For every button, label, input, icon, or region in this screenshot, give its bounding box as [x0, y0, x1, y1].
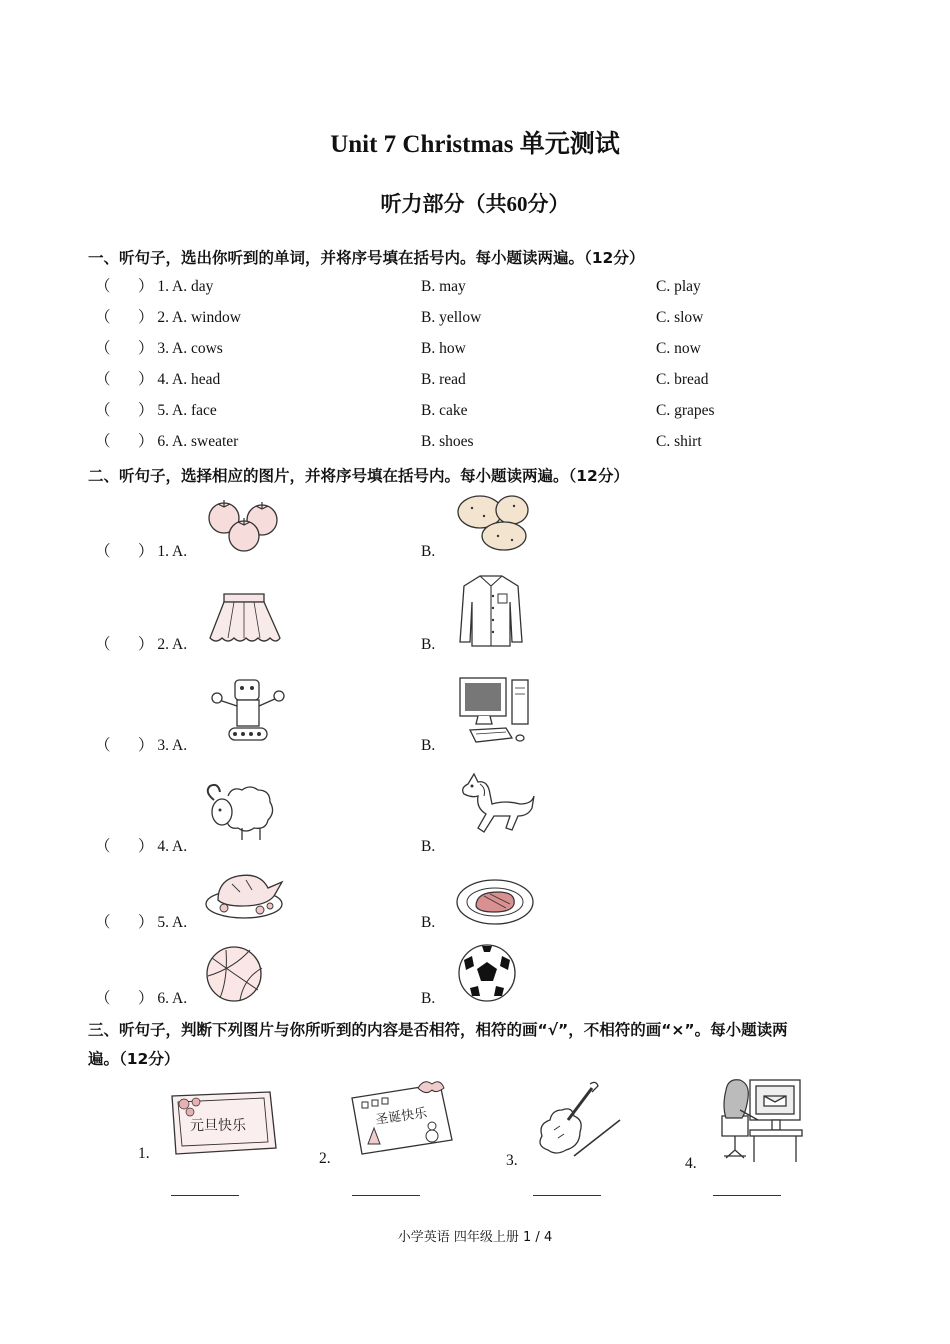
s1-item-1-b: B. may	[421, 278, 466, 295]
s2-item-3-a: ） 3. A.	[138, 737, 188, 754]
card-text: 元旦快乐	[190, 1118, 246, 1134]
s1-item-2-a: ） 2. A. window	[138, 309, 241, 326]
s1-item-6-a: ） 6. A. sweater	[138, 433, 239, 450]
answer-paren-open: （	[95, 278, 111, 295]
football-image	[456, 942, 518, 1004]
potatoes-image	[454, 492, 534, 554]
s2-item-2-b: B.	[421, 636, 436, 653]
answer-paren-open: （	[95, 309, 111, 326]
s1-item-2-c: C. slow	[656, 309, 704, 326]
chicken-dish-image	[202, 866, 286, 922]
beef-dish-image	[454, 874, 536, 928]
s1-item-6-c: C. shirt	[656, 433, 702, 450]
section3-heading-line1: 三、听句子，判断下列图片与你所听到的内容是否相符，相符的画“√”，不相符的画“×”。每小题读两	[88, 1021, 788, 1039]
s2-item-1-b: B.	[421, 543, 436, 560]
s1-item-4-c: C. bread	[656, 371, 709, 388]
answer-blank-3[interactable]	[533, 1195, 601, 1196]
robot-image	[207, 674, 289, 746]
s2-item-4-b: B.	[421, 838, 436, 855]
s1-item-3-a: ） 3. A. cows	[138, 340, 223, 357]
sheep-image	[202, 778, 276, 844]
s1-item-1-c: C. play	[656, 278, 701, 295]
horse-image	[454, 770, 538, 842]
answer-blank-2[interactable]	[352, 1195, 420, 1196]
christmas-card-image	[348, 1078, 458, 1158]
answer-blank-1[interactable]	[171, 1195, 239, 1196]
s2-item-4-a: ） 4. A.	[138, 838, 188, 855]
tomatoes-image	[204, 494, 284, 554]
section-part-title: 听力部分（共60分）	[380, 192, 570, 216]
s2-item-2-a: ） 2. A.	[138, 636, 188, 653]
answer-paren-open: （	[95, 433, 111, 450]
page-title: Unit 7 Christmas 单元测试	[330, 131, 620, 158]
s1-item-3-b: B. how	[421, 340, 466, 357]
s2-item-5-a: ） 5. A.	[138, 914, 188, 931]
answer-paren-open: （	[95, 371, 111, 388]
s2-item-5-b: B.	[421, 914, 436, 931]
answer-paren-open: （	[95, 402, 111, 419]
section2-heading: 二、听句子，选择相应的图片，并将序号填在括号内。每小题读两遍。（12分）	[88, 467, 629, 485]
answer-paren-open: （	[95, 340, 111, 357]
s3-item-2-number: 2.	[319, 1150, 331, 1167]
shirt-image	[456, 572, 526, 648]
answer-paren-open: （	[95, 914, 111, 931]
answer-blank-4[interactable]	[713, 1195, 781, 1196]
s1-item-3-c: C. now	[656, 340, 701, 357]
answer-paren-open: （	[95, 990, 111, 1007]
answer-paren-open: （	[95, 838, 111, 855]
s1-item-4-a: ） 4. A. head	[138, 371, 221, 388]
s1-item-5-a: ） 5. A. face	[138, 402, 217, 419]
s3-item-1-number: 1.	[138, 1145, 150, 1162]
s2-item-3-b: B.	[421, 737, 436, 754]
s1-item-4-b: B. read	[421, 371, 466, 388]
page-footer: 小学英语 四年级上册 1 / 4	[397, 1230, 553, 1245]
s1-item-6-b: B. shoes	[421, 433, 474, 450]
violin-image	[534, 1080, 624, 1162]
skirt-image	[206, 588, 282, 646]
s1-item-5-b: B. cake	[421, 402, 468, 419]
s3-item-3-number: 3.	[506, 1152, 518, 1169]
section3-heading-line2: 遍。（12分）	[88, 1050, 180, 1068]
s1-item-2-b: B. yellow	[421, 309, 482, 326]
card-text: 圣诞快乐	[374, 1105, 429, 1128]
s2-item-6-b: B.	[421, 990, 436, 1007]
section1-heading: 一、听句子，选出你听到的单词，并将序号填在括号内。每小题读两遍。（12分）	[88, 249, 645, 267]
basketball-image	[204, 944, 264, 1004]
s2-item-6-a: ） 6. A.	[138, 990, 188, 1007]
s1-item-5-c: C. grapes	[656, 402, 715, 419]
s2-item-1-a: ） 1. A.	[138, 543, 188, 560]
s3-item-4-number: 4.	[685, 1155, 697, 1172]
s1-item-1-a: ） 1. A. day	[138, 278, 214, 295]
answer-paren-open: （	[95, 636, 111, 653]
answer-paren-open: （	[95, 737, 111, 754]
answer-paren-open: （	[95, 543, 111, 560]
new-year-card-image	[166, 1088, 278, 1156]
computer-image	[456, 672, 536, 748]
girl-at-computer-image	[714, 1076, 804, 1166]
